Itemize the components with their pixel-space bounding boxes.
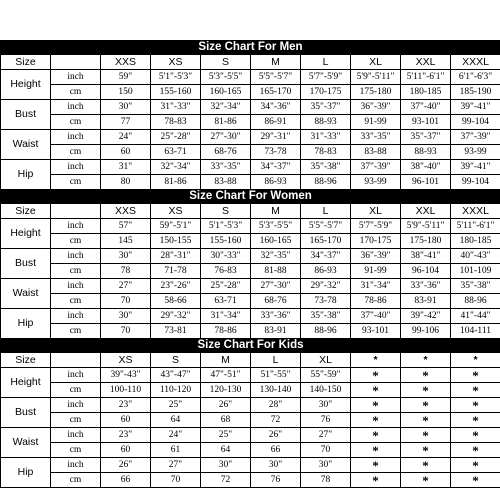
measure-row-height-inch bbox=[1, 368, 500, 383]
value-cell: 23"-26" bbox=[151, 279, 201, 294]
measure-row-hip-cm bbox=[1, 175, 500, 190]
size-header-blank bbox=[51, 204, 101, 219]
size-header-row-kids bbox=[1, 353, 500, 368]
value-cell: 51"-55" bbox=[251, 368, 301, 383]
value-cell: 34"-37" bbox=[251, 160, 301, 175]
section-title-row-men bbox=[1, 41, 500, 55]
size-cell: * bbox=[401, 353, 451, 368]
value-cell: * bbox=[351, 443, 401, 458]
value-cell: 5'7"-5'9" bbox=[351, 219, 401, 234]
value-cell: 31" bbox=[101, 160, 151, 175]
value-cell: * bbox=[351, 368, 401, 383]
value-cell: 88-96 bbox=[301, 324, 351, 339]
size-cell: XXXL bbox=[451, 204, 500, 219]
value-cell: 93-99 bbox=[351, 175, 401, 190]
measure-label-hip: Hip bbox=[1, 160, 51, 190]
measure-label-bust: Bust bbox=[1, 249, 51, 279]
value-cell: 27"-30" bbox=[251, 279, 301, 294]
value-cell: 120-130 bbox=[201, 383, 251, 398]
measure-row-bust-cm bbox=[1, 264, 500, 279]
value-cell: 30" bbox=[251, 458, 301, 473]
value-cell: 27" bbox=[151, 458, 201, 473]
value-cell: 29"-32" bbox=[151, 309, 201, 324]
value-cell: 78-83 bbox=[151, 115, 201, 130]
measure-row-bust-inch bbox=[1, 100, 500, 115]
size-cell: M bbox=[201, 353, 251, 368]
value-cell: 104-111 bbox=[451, 324, 500, 339]
size-cell: XXS bbox=[101, 204, 151, 219]
value-cell: 5'1"-5'3" bbox=[201, 219, 251, 234]
value-cell: 35"-37" bbox=[401, 130, 451, 145]
value-cell: 39"-41" bbox=[451, 100, 500, 115]
value-cell: 35"-38" bbox=[451, 279, 500, 294]
value-cell: 30" bbox=[301, 398, 351, 413]
value-cell: 78-83 bbox=[301, 145, 351, 160]
value-cell: 29"-31" bbox=[251, 130, 301, 145]
value-cell: 70 bbox=[101, 324, 151, 339]
value-cell: 37"-39" bbox=[351, 160, 401, 175]
value-cell: 170-175 bbox=[351, 234, 401, 249]
unit-label: inch bbox=[51, 100, 101, 115]
value-cell: * bbox=[351, 398, 401, 413]
value-cell: * bbox=[351, 428, 401, 443]
value-cell: 39"-43" bbox=[101, 368, 151, 383]
size-cell: M bbox=[251, 55, 301, 70]
value-cell: 5'3"-5'5" bbox=[251, 219, 301, 234]
value-cell: 60 bbox=[101, 413, 151, 428]
size-label: Size bbox=[1, 353, 51, 368]
value-cell: 5'5"-5'7" bbox=[251, 70, 301, 85]
value-cell: 83-88 bbox=[351, 145, 401, 160]
unit-label: cm bbox=[51, 115, 101, 130]
value-cell: 150 bbox=[101, 85, 151, 100]
value-cell: 34"-37" bbox=[301, 249, 351, 264]
value-cell: 93-101 bbox=[401, 115, 451, 130]
value-cell: 26" bbox=[251, 428, 301, 443]
unit-label: cm bbox=[51, 413, 101, 428]
unit-label: inch bbox=[51, 249, 101, 264]
value-cell: 70 bbox=[101, 294, 151, 309]
value-cell: 24" bbox=[101, 130, 151, 145]
unit-label: inch bbox=[51, 279, 101, 294]
measure-label-waist: Waist bbox=[1, 428, 51, 458]
unit-label: inch bbox=[51, 309, 101, 324]
value-cell: 64 bbox=[201, 443, 251, 458]
section-title-men: Size Chart For Men bbox=[1, 41, 500, 55]
value-cell: 61 bbox=[151, 443, 201, 458]
measure-row-height-inch bbox=[1, 70, 500, 85]
measure-row-waist-inch bbox=[1, 130, 500, 145]
value-cell: 160-165 bbox=[201, 85, 251, 100]
value-cell: * bbox=[451, 428, 500, 443]
value-cell: 33"-36" bbox=[401, 279, 451, 294]
value-cell: * bbox=[451, 458, 500, 473]
value-cell: 5'7"-5'9" bbox=[301, 70, 351, 85]
measure-row-waist-inch bbox=[1, 279, 500, 294]
value-cell: 25" bbox=[151, 398, 201, 413]
unit-label: inch bbox=[51, 398, 101, 413]
measure-row-height-cm bbox=[1, 383, 500, 398]
unit-label: inch bbox=[51, 428, 101, 443]
measure-row-hip-inch bbox=[1, 309, 500, 324]
value-cell: 5'3"-5'5" bbox=[201, 70, 251, 85]
size-cell: S bbox=[201, 204, 251, 219]
value-cell: 27" bbox=[301, 428, 351, 443]
value-cell: 165-170 bbox=[251, 85, 301, 100]
size-cell: S bbox=[151, 353, 201, 368]
value-cell: 81-86 bbox=[151, 175, 201, 190]
unit-label: cm bbox=[51, 383, 101, 398]
unit-label: inch bbox=[51, 70, 101, 85]
value-cell: 71-78 bbox=[151, 264, 201, 279]
unit-label: inch bbox=[51, 160, 101, 175]
value-cell: 93-101 bbox=[351, 324, 401, 339]
value-cell: 155-160 bbox=[151, 85, 201, 100]
value-cell: 76 bbox=[251, 473, 301, 488]
size-cell: XL bbox=[351, 204, 401, 219]
value-cell: 30" bbox=[101, 100, 151, 115]
value-cell: 83-91 bbox=[251, 324, 301, 339]
measure-row-height-inch bbox=[1, 219, 500, 234]
value-cell: 35"-37" bbox=[301, 100, 351, 115]
value-cell: 41"-44" bbox=[451, 309, 500, 324]
value-cell: 55"-59" bbox=[301, 368, 351, 383]
value-cell: 145 bbox=[101, 234, 151, 249]
value-cell: 180-185 bbox=[401, 85, 451, 100]
value-cell: 28"-31" bbox=[151, 249, 201, 264]
value-cell: 26" bbox=[201, 398, 251, 413]
value-cell: 37"-40" bbox=[401, 100, 451, 115]
value-cell: * bbox=[401, 458, 451, 473]
section-title-kids: Size Chart For Kids bbox=[1, 339, 500, 353]
measure-row-bust-cm bbox=[1, 413, 500, 428]
unit-label: cm bbox=[51, 234, 101, 249]
measure-label-bust: Bust bbox=[1, 100, 51, 130]
measure-label-hip: Hip bbox=[1, 309, 51, 339]
value-cell: 88-93 bbox=[401, 145, 451, 160]
measure-row-bust-inch bbox=[1, 249, 500, 264]
value-cell: 93-99 bbox=[451, 145, 500, 160]
measure-row-height-cm bbox=[1, 85, 500, 100]
unit-label: inch bbox=[51, 458, 101, 473]
measure-label-hip: Hip bbox=[1, 458, 51, 488]
value-cell: 59" bbox=[101, 70, 151, 85]
size-cell: M bbox=[251, 204, 301, 219]
value-cell: 86-93 bbox=[251, 175, 301, 190]
value-cell: 5'5"-5'7" bbox=[301, 219, 351, 234]
value-cell: 63-71 bbox=[151, 145, 201, 160]
value-cell: 175-180 bbox=[401, 234, 451, 249]
value-cell: 31"-34" bbox=[351, 279, 401, 294]
unit-label: cm bbox=[51, 443, 101, 458]
value-cell: 81-88 bbox=[251, 264, 301, 279]
value-cell: 83-91 bbox=[401, 294, 451, 309]
size-label: Size bbox=[1, 55, 51, 70]
size-header-blank bbox=[51, 353, 101, 368]
value-cell: 28" bbox=[251, 398, 301, 413]
value-cell: 60 bbox=[101, 145, 151, 160]
value-cell: 155-160 bbox=[201, 234, 251, 249]
measure-row-hip-inch bbox=[1, 458, 500, 473]
size-cell: XS bbox=[151, 204, 201, 219]
value-cell: 185-190 bbox=[451, 85, 500, 100]
value-cell: * bbox=[401, 443, 451, 458]
value-cell: * bbox=[451, 368, 500, 383]
size-cell: L bbox=[301, 55, 351, 70]
measure-label-waist: Waist bbox=[1, 279, 51, 309]
value-cell: 27"-30" bbox=[201, 130, 251, 145]
size-cell: * bbox=[351, 353, 401, 368]
measure-row-height-cm bbox=[1, 234, 500, 249]
value-cell: 35"-38" bbox=[301, 309, 351, 324]
unit-label: cm bbox=[51, 175, 101, 190]
value-cell: 91-99 bbox=[351, 264, 401, 279]
value-cell: 27" bbox=[101, 279, 151, 294]
value-cell: 60 bbox=[101, 443, 151, 458]
value-cell: 24" bbox=[151, 428, 201, 443]
value-cell: 30" bbox=[201, 458, 251, 473]
size-cell: XL bbox=[351, 55, 401, 70]
value-cell: 88-96 bbox=[451, 294, 500, 309]
value-cell: 32"-34" bbox=[151, 160, 201, 175]
value-cell: * bbox=[401, 368, 451, 383]
value-cell: 88-96 bbox=[301, 175, 351, 190]
size-cell: XXL bbox=[401, 204, 451, 219]
size-cell: S bbox=[201, 55, 251, 70]
value-cell: 5'9"-5'11" bbox=[401, 219, 451, 234]
measure-row-hip-inch bbox=[1, 160, 500, 175]
measure-label-height: Height bbox=[1, 70, 51, 100]
value-cell: 99-106 bbox=[401, 324, 451, 339]
value-cell: 40"-43" bbox=[451, 249, 500, 264]
value-cell: 88-93 bbox=[301, 115, 351, 130]
size-cell: L bbox=[301, 204, 351, 219]
value-cell: 25"-28" bbox=[201, 279, 251, 294]
value-cell: 38"-41" bbox=[401, 249, 451, 264]
measure-label-height: Height bbox=[1, 368, 51, 398]
size-header-row-women bbox=[1, 204, 500, 219]
value-cell: 66 bbox=[101, 473, 151, 488]
value-cell: 160-165 bbox=[251, 234, 301, 249]
unit-label: inch bbox=[51, 368, 101, 383]
measure-row-waist-cm bbox=[1, 294, 500, 309]
value-cell: 68-76 bbox=[201, 145, 251, 160]
value-cell: 32"-35" bbox=[251, 249, 301, 264]
value-cell: 83-88 bbox=[201, 175, 251, 190]
value-cell: 150-155 bbox=[151, 234, 201, 249]
value-cell: 36"-39" bbox=[351, 100, 401, 115]
value-cell: 70 bbox=[301, 443, 351, 458]
value-cell: 31"-33" bbox=[151, 100, 201, 115]
section-title-row-kids bbox=[1, 339, 500, 353]
measure-label-waist: Waist bbox=[1, 130, 51, 160]
value-cell: 58-66 bbox=[151, 294, 201, 309]
value-cell: 140-150 bbox=[301, 383, 351, 398]
value-cell: 35"-38" bbox=[301, 160, 351, 175]
value-cell: 78 bbox=[101, 264, 151, 279]
value-cell: 68 bbox=[201, 413, 251, 428]
value-cell: * bbox=[401, 473, 451, 488]
value-cell: 78-86 bbox=[351, 294, 401, 309]
value-cell: 78-86 bbox=[201, 324, 251, 339]
value-cell: 6'1"-6'3" bbox=[451, 70, 500, 85]
value-cell: 180-185 bbox=[451, 234, 500, 249]
value-cell: 37"-39" bbox=[451, 130, 500, 145]
value-cell: 23" bbox=[101, 398, 151, 413]
value-cell: 77 bbox=[101, 115, 151, 130]
value-cell: 66 bbox=[251, 443, 301, 458]
size-cell: XS bbox=[101, 353, 151, 368]
value-cell: * bbox=[451, 413, 500, 428]
value-cell: * bbox=[401, 383, 451, 398]
section-title-women: Size Chart For Women bbox=[1, 190, 500, 204]
measure-label-height: Height bbox=[1, 219, 51, 249]
value-cell: 36"-39" bbox=[351, 249, 401, 264]
value-cell: 34"-36" bbox=[251, 100, 301, 115]
value-cell: 165-170 bbox=[301, 234, 351, 249]
value-cell: 73-78 bbox=[251, 145, 301, 160]
value-cell: 39"-41" bbox=[451, 160, 500, 175]
size-cell: XS bbox=[151, 55, 201, 70]
value-cell: 57" bbox=[101, 219, 151, 234]
value-cell: * bbox=[351, 383, 401, 398]
value-cell: 33"-35" bbox=[201, 160, 251, 175]
value-cell: 38"-40" bbox=[401, 160, 451, 175]
value-cell: 99-104 bbox=[451, 115, 500, 130]
value-cell: 30"-33" bbox=[201, 249, 251, 264]
value-cell: 23" bbox=[101, 428, 151, 443]
value-cell: 43"-47" bbox=[151, 368, 201, 383]
value-cell: 30" bbox=[301, 458, 351, 473]
unit-label: cm bbox=[51, 85, 101, 100]
section-title-row-women bbox=[1, 190, 500, 204]
unit-label: inch bbox=[51, 219, 101, 234]
value-cell: * bbox=[451, 473, 500, 488]
value-cell: 76-83 bbox=[201, 264, 251, 279]
value-cell: 72 bbox=[201, 473, 251, 488]
value-cell: 29"-32" bbox=[301, 279, 351, 294]
value-cell: 32"-34" bbox=[201, 100, 251, 115]
value-cell: 39"-42" bbox=[401, 309, 451, 324]
value-cell: 86-93 bbox=[301, 264, 351, 279]
value-cell: 101-109 bbox=[451, 264, 500, 279]
size-header-blank bbox=[51, 55, 101, 70]
value-cell: 78 bbox=[301, 473, 351, 488]
value-cell: * bbox=[401, 398, 451, 413]
size-label: Size bbox=[1, 204, 51, 219]
measure-row-bust-cm bbox=[1, 115, 500, 130]
value-cell: 70 bbox=[151, 473, 201, 488]
measure-row-bust-inch bbox=[1, 398, 500, 413]
measure-row-hip-cm bbox=[1, 324, 500, 339]
value-cell: 25"-28" bbox=[151, 130, 201, 145]
value-cell: 31"-34" bbox=[201, 309, 251, 324]
unit-label: cm bbox=[51, 324, 101, 339]
value-cell: 5'9"-5'11" bbox=[351, 70, 401, 85]
value-cell: 30" bbox=[101, 309, 151, 324]
measure-row-waist-inch bbox=[1, 428, 500, 443]
value-cell: 91-99 bbox=[351, 115, 401, 130]
measure-row-waist-cm bbox=[1, 145, 500, 160]
value-cell: 99-104 bbox=[451, 175, 500, 190]
value-cell: 68-76 bbox=[251, 294, 301, 309]
value-cell: 175-180 bbox=[351, 85, 401, 100]
unit-label: inch bbox=[51, 130, 101, 145]
value-cell: 72 bbox=[251, 413, 301, 428]
value-cell: 73-81 bbox=[151, 324, 201, 339]
value-cell: 76 bbox=[301, 413, 351, 428]
size-cell: * bbox=[451, 353, 500, 368]
size-cell: XL bbox=[301, 353, 351, 368]
value-cell: 96-104 bbox=[401, 264, 451, 279]
value-cell: 86-91 bbox=[251, 115, 301, 130]
value-cell: * bbox=[401, 428, 451, 443]
value-cell: * bbox=[351, 413, 401, 428]
value-cell: 26" bbox=[101, 458, 151, 473]
value-cell: * bbox=[451, 443, 500, 458]
value-cell: 96-101 bbox=[401, 175, 451, 190]
unit-label: cm bbox=[51, 294, 101, 309]
value-cell: 170-175 bbox=[301, 85, 351, 100]
value-cell: 81-86 bbox=[201, 115, 251, 130]
value-cell: * bbox=[451, 398, 500, 413]
value-cell: 5'11"-6'1" bbox=[401, 70, 451, 85]
value-cell: 110-120 bbox=[151, 383, 201, 398]
measure-row-hip-cm bbox=[1, 473, 500, 488]
size-chart-table bbox=[0, 40, 500, 488]
size-cell: XXL bbox=[401, 55, 451, 70]
size-cell: XXS bbox=[101, 55, 151, 70]
value-cell: 64 bbox=[151, 413, 201, 428]
value-cell: * bbox=[351, 473, 401, 488]
value-cell: 63-71 bbox=[201, 294, 251, 309]
value-cell: 5'11"-6'1" bbox=[451, 219, 500, 234]
size-cell: XXXL bbox=[451, 55, 500, 70]
value-cell: 100-110 bbox=[101, 383, 151, 398]
value-cell: 25" bbox=[201, 428, 251, 443]
value-cell: * bbox=[401, 413, 451, 428]
value-cell: 130-140 bbox=[251, 383, 301, 398]
value-cell: 47"-51" bbox=[201, 368, 251, 383]
value-cell: 73-78 bbox=[301, 294, 351, 309]
unit-label: cm bbox=[51, 145, 101, 160]
value-cell: 33"-36" bbox=[251, 309, 301, 324]
value-cell: 5'1"-5'3" bbox=[151, 70, 201, 85]
value-cell: 59"-5'1" bbox=[151, 219, 201, 234]
value-cell: 80 bbox=[101, 175, 151, 190]
value-cell: * bbox=[451, 383, 500, 398]
measure-label-bust: Bust bbox=[1, 398, 51, 428]
value-cell: 31"-33" bbox=[301, 130, 351, 145]
unit-label: cm bbox=[51, 264, 101, 279]
size-cell: L bbox=[251, 353, 301, 368]
value-cell: 33"-35" bbox=[351, 130, 401, 145]
value-cell: * bbox=[351, 458, 401, 473]
measure-row-waist-cm bbox=[1, 443, 500, 458]
value-cell: 30" bbox=[101, 249, 151, 264]
size-header-row-men bbox=[1, 55, 500, 70]
value-cell: 37"-40" bbox=[351, 309, 401, 324]
unit-label: cm bbox=[51, 473, 101, 488]
